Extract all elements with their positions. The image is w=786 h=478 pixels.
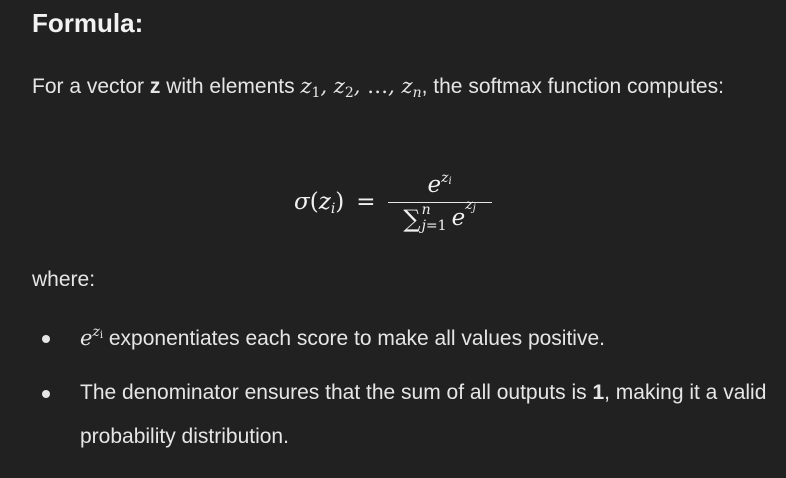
element-n-subscript: n xyxy=(412,85,422,101)
numerator-base: e xyxy=(427,171,442,198)
section-heading: Formula: xyxy=(32,8,144,38)
element-1-base: z xyxy=(300,74,312,98)
exponent-expression xyxy=(80,326,103,350)
separator: , xyxy=(320,74,334,98)
equals-sign: = xyxy=(356,189,376,215)
list-item xyxy=(42,371,782,459)
sum-index: j xyxy=(421,217,426,234)
bullet-icon xyxy=(42,335,50,343)
paren-close: ) xyxy=(335,189,345,215)
numerator-exponent-subscript: i xyxy=(448,175,452,187)
expression-exponent: z xyxy=(92,324,100,340)
bold-value: 1 xyxy=(592,381,605,404)
numerator xyxy=(423,169,455,202)
lhs-variable: z xyxy=(318,189,331,215)
summation-limits xyxy=(421,201,447,234)
denominator xyxy=(403,196,476,234)
denominator-base: e xyxy=(451,204,466,231)
expression-exponent-subscript: i xyxy=(99,330,104,341)
softmax-formula xyxy=(294,162,492,242)
intro-text: with elements xyxy=(160,75,301,98)
sum-lower-limit xyxy=(422,219,447,233)
intro-text: For a vector xyxy=(32,75,150,98)
elements-expression xyxy=(300,74,422,101)
bullet-text: , making it a valid probability distribution. xyxy=(80,381,767,448)
denominator-exponent: z xyxy=(465,196,473,213)
intro-text: , the softmax function computes: xyxy=(421,75,724,98)
numerator-exponent: z xyxy=(441,169,449,186)
fraction xyxy=(388,169,492,234)
separator: , xyxy=(388,74,402,98)
sum-equals: = xyxy=(425,217,438,234)
ellipsis: … xyxy=(367,74,389,98)
bullet-icon xyxy=(42,390,50,398)
bullet-text: exponentiates each score to make all values positive. xyxy=(103,327,605,350)
denominator-exponent-subscript: j xyxy=(472,202,476,214)
element-2-subscript: 2 xyxy=(344,85,354,101)
expression-base: e xyxy=(80,326,93,350)
lhs-subscript: i xyxy=(330,201,336,217)
element-n-base: z xyxy=(401,74,413,98)
list-item xyxy=(42,316,782,361)
sigma-function: σ xyxy=(294,189,310,215)
where-label: where: xyxy=(32,268,96,291)
summation-icon: ∑ xyxy=(403,204,421,233)
element-2-base: z xyxy=(333,74,345,98)
sum-upper-limit: n xyxy=(421,201,431,218)
separator: , xyxy=(353,74,368,98)
element-1-subscript: 1 xyxy=(311,85,321,101)
formula-lhs xyxy=(294,189,344,215)
vector-symbol: z xyxy=(149,75,161,98)
explanation-list xyxy=(42,316,782,469)
intro-paragraph xyxy=(32,64,762,109)
paren-open: ( xyxy=(309,189,319,215)
bullet-text: The denominator ensures that the sum of all outputs is xyxy=(80,381,593,404)
sum-start: 1 xyxy=(437,217,447,234)
